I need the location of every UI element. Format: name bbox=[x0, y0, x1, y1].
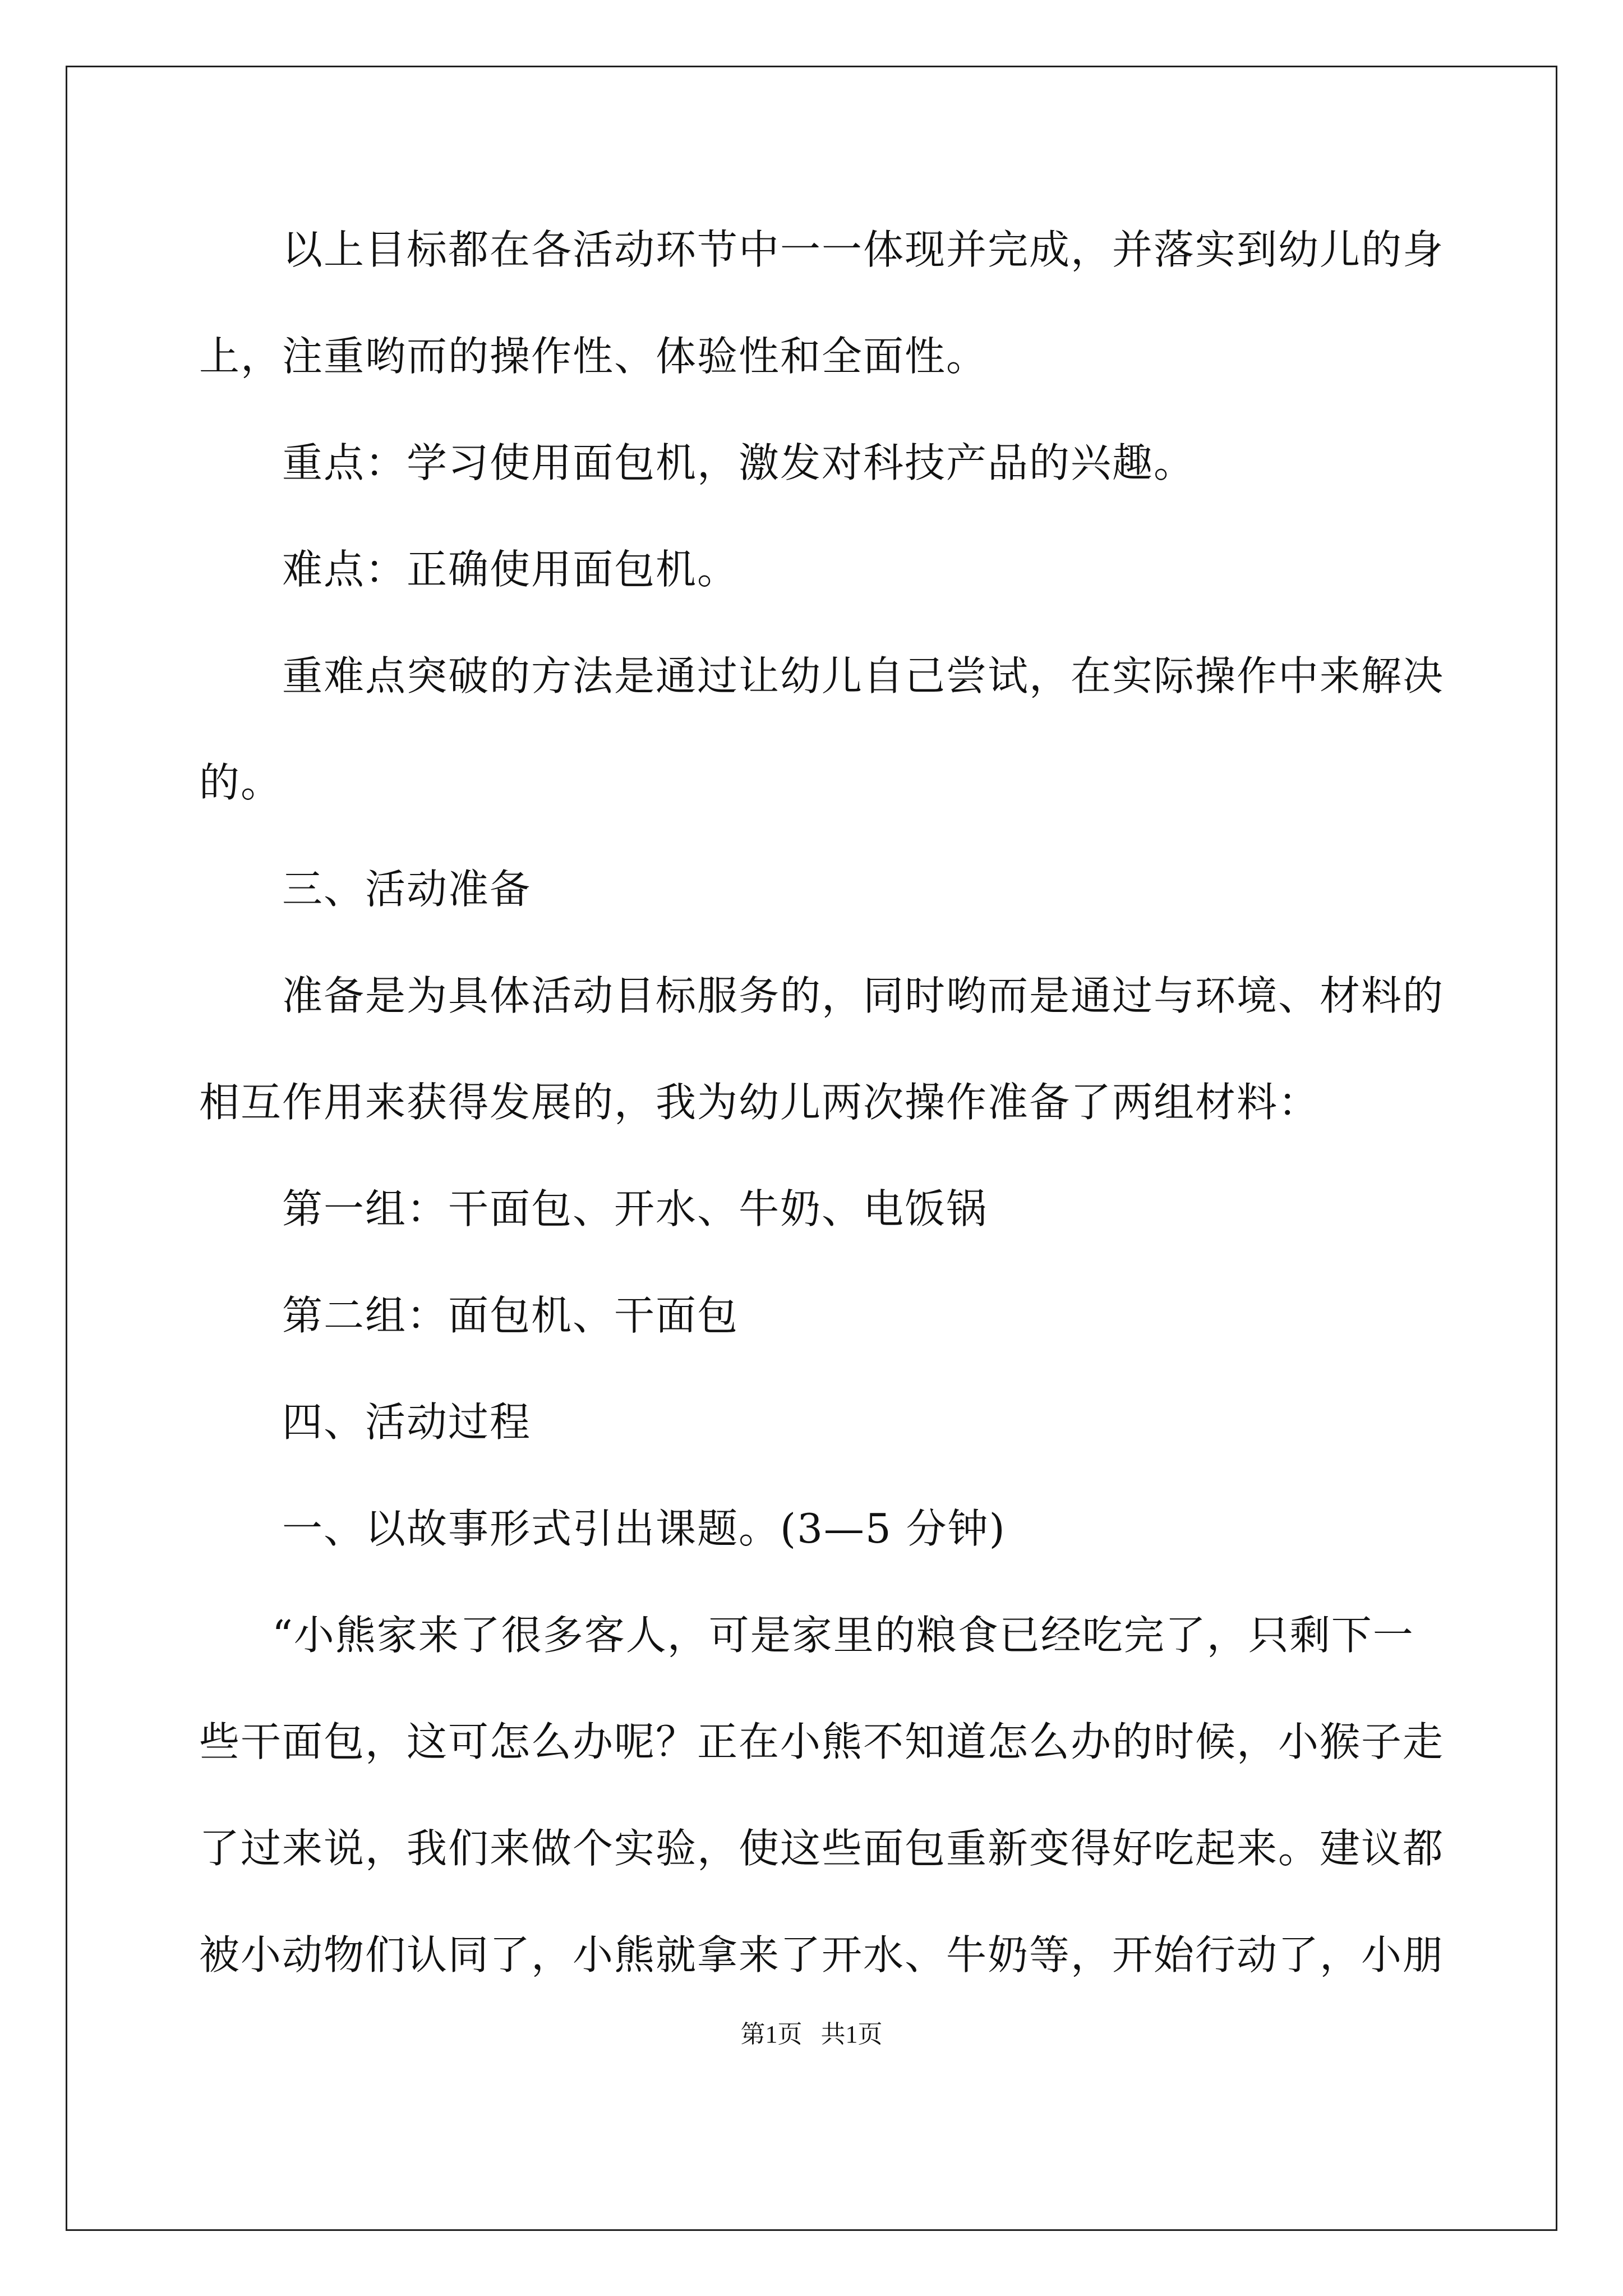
paragraph-line: 重点：学习使用面包机，激发对科技产品的兴趣。 bbox=[282, 439, 1196, 486]
paragraph-line: 些干面包，这可怎么办呢？正在小熊不知道怎么办的时候，小猴子走 bbox=[199, 1718, 1445, 1765]
paragraph-line: 准备是为具体活动目标服务的，同时哟而是通过与环境、材料的 bbox=[282, 972, 1445, 1019]
section-heading: 四、活动过程 bbox=[282, 1398, 532, 1446]
page-number: 第1页 共1页 bbox=[740, 2021, 883, 2048]
paragraph-line: 以上目标都在各活动环节中一一体现并完成，并落实到幼儿的身 bbox=[282, 226, 1445, 273]
paragraph-line: 被小动物们认同了，小熊就拿来了开水、牛奶等，开始行动了，小朋 bbox=[199, 1931, 1445, 1978]
paragraph-line: 第二组：面包机、干面包 bbox=[282, 1292, 739, 1339]
page-border bbox=[66, 66, 1557, 2231]
paragraph-line: 第一组：干面包、开水、牛奶、电饭锅 bbox=[282, 1185, 988, 1232]
paragraph-line: 了过来说，我们来做个实验，使这些面包重新变得好吃起来。建议都 bbox=[199, 1825, 1445, 1872]
section-heading: 三、活动准备 bbox=[282, 866, 532, 913]
paragraph-line: 上，注重哟而的操作性、体验性和全面性。 bbox=[199, 333, 988, 380]
page-footer bbox=[0, 2014, 1623, 2050]
paragraph-line: 重难点突破的方法是通过让幼儿自己尝试，在实际操作中来解决 bbox=[282, 652, 1445, 700]
paragraph-line: 相互作用来获得发展的，我为幼儿两次操作准备了两组材料： bbox=[199, 1079, 1320, 1126]
paragraph-line: 一、以故事形式引出课题。(3—5 分钟) bbox=[282, 1505, 1006, 1552]
paragraph-line: “小熊家来了很多客人，可是家里的粮食已经吃完了，只剩下一 bbox=[272, 1612, 1414, 1659]
paragraph-line: 的。 bbox=[199, 759, 283, 806]
paragraph-line: 难点：正确使用面包机。 bbox=[282, 546, 739, 593]
